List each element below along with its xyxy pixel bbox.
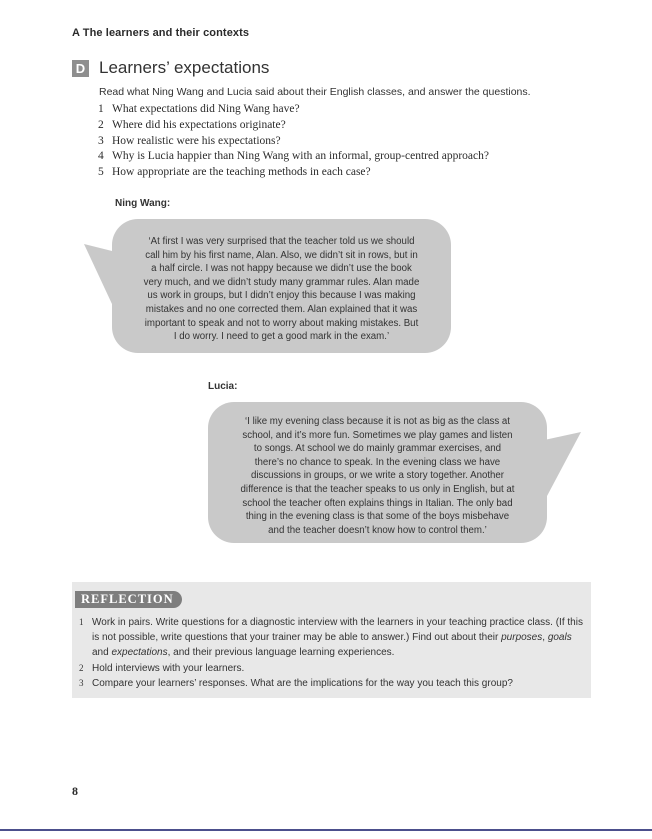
reflection-text-part: and xyxy=(92,647,112,659)
question-number: 2 xyxy=(98,118,104,131)
reflection-list xyxy=(79,615,587,691)
question-number: 4 xyxy=(98,150,104,163)
reflection-item xyxy=(79,661,587,676)
quote-line: mistakes and no one corrected them. Alan explained that it was xyxy=(145,303,418,315)
quote-line: call him by his first name, Alan. Also, we didn’t sit in rows, but in xyxy=(145,249,418,261)
reflection-item xyxy=(79,676,587,691)
question-number: 1 xyxy=(98,103,104,115)
quote-line: important to speak and not to worry about making mistakes. But xyxy=(144,317,419,329)
quote-line: school the teacher often explains things in Italian. The only bad xyxy=(242,497,513,509)
reflection-box xyxy=(72,582,591,698)
question-text: What expectations did Ning Wang have? xyxy=(112,103,300,115)
reflection-emphasis: goals xyxy=(547,632,572,644)
speaker-name-lucia: Lucia: xyxy=(208,381,238,392)
task-title-row xyxy=(72,58,269,78)
question-item xyxy=(98,102,489,118)
reflection-number: 1 xyxy=(79,617,84,627)
quote-line: very much, and we didn’t study many grammar rules. Alan made xyxy=(143,276,420,288)
question-text: Why is Lucia happier than Ning Wang with an informal, group-centred approach? xyxy=(112,150,489,163)
quote-line: school, and it’s more fun. Sometimes we play games and listen xyxy=(242,429,513,441)
question-item xyxy=(98,134,489,150)
reflection-emphasis: expectations xyxy=(111,647,168,659)
task-letter-box: D xyxy=(72,60,89,77)
speaker-name-ning: Ning Wang: xyxy=(115,198,171,209)
quote-line: to songs. At school we do mainly grammar exercises, and xyxy=(253,443,502,455)
question-list xyxy=(98,102,489,181)
page-number: 8 xyxy=(72,784,78,798)
reflection-text xyxy=(92,615,587,661)
quote-line: a half circle. I was not happy because we didn’t use the book xyxy=(151,263,412,275)
question-item xyxy=(98,118,489,134)
quote-line: there’s no chance to speak. In the evening class we have xyxy=(254,456,501,468)
question-item xyxy=(98,149,489,165)
quote-line: I do worry. I need to get a good mark in the exam.’ xyxy=(173,331,390,343)
quote-line: thing in the evening class is that some of the boys misbehave xyxy=(245,511,510,523)
quote-line: discussions in groups, or we write a story together. Another xyxy=(250,470,505,482)
question-text: Where did his expectations originate? xyxy=(112,118,286,131)
question-number: 5 xyxy=(98,166,104,179)
quote-line: difference is that the teacher speaks to us only in English, but at xyxy=(240,483,515,495)
section-heading: A The learners and their contexts xyxy=(72,27,250,39)
task-title: Learners’ expectations xyxy=(99,58,270,77)
reflection-text: Hold interviews with your learners. xyxy=(92,662,245,674)
speech-bubble-ning xyxy=(112,219,451,353)
question-item xyxy=(98,165,489,181)
speech-bubble-lucia xyxy=(208,402,547,543)
reflection-text-part: , and their previous language learning experiences. xyxy=(167,647,395,659)
quote-line: ‘At first I was very surprised that the teacher told us we should xyxy=(148,236,415,247)
reflection-text-part: Work in pairs. Write questions for a diagnostic interview with the learners in your teaching practice class. (If this is not possible, write questions that your trainer may be able to answer.) Find out about their xyxy=(92,617,583,644)
reflection-number: 3 xyxy=(79,677,84,688)
quote-line: us work in groups, but I didn’t enjoy this because I was making xyxy=(147,290,416,302)
reflection-emphasis: purposes xyxy=(501,632,543,644)
quote-line: ‘I like my evening class because it is not as big as the class at xyxy=(245,416,510,427)
question-number: 3 xyxy=(98,134,104,147)
reflection-text-part: , xyxy=(542,632,548,644)
reflection-label: REFLECTION xyxy=(75,591,182,608)
reflection-item xyxy=(79,615,587,661)
question-text: How appropriate are the teaching methods in each case? xyxy=(112,166,371,179)
task-intro: Read what Ning Wang and Lucia said about their English classes, and answer the questions. xyxy=(99,86,531,98)
quote-line: and the teacher doesn’t know how to control them.’ xyxy=(268,524,487,536)
bottom-rule xyxy=(0,829,652,831)
reflection-text: Compare your learners’ responses. What are the implications for the way you teach this group? xyxy=(92,677,513,689)
question-text: How realistic were his expectations? xyxy=(112,134,281,147)
reflection-number: 2 xyxy=(79,662,84,673)
